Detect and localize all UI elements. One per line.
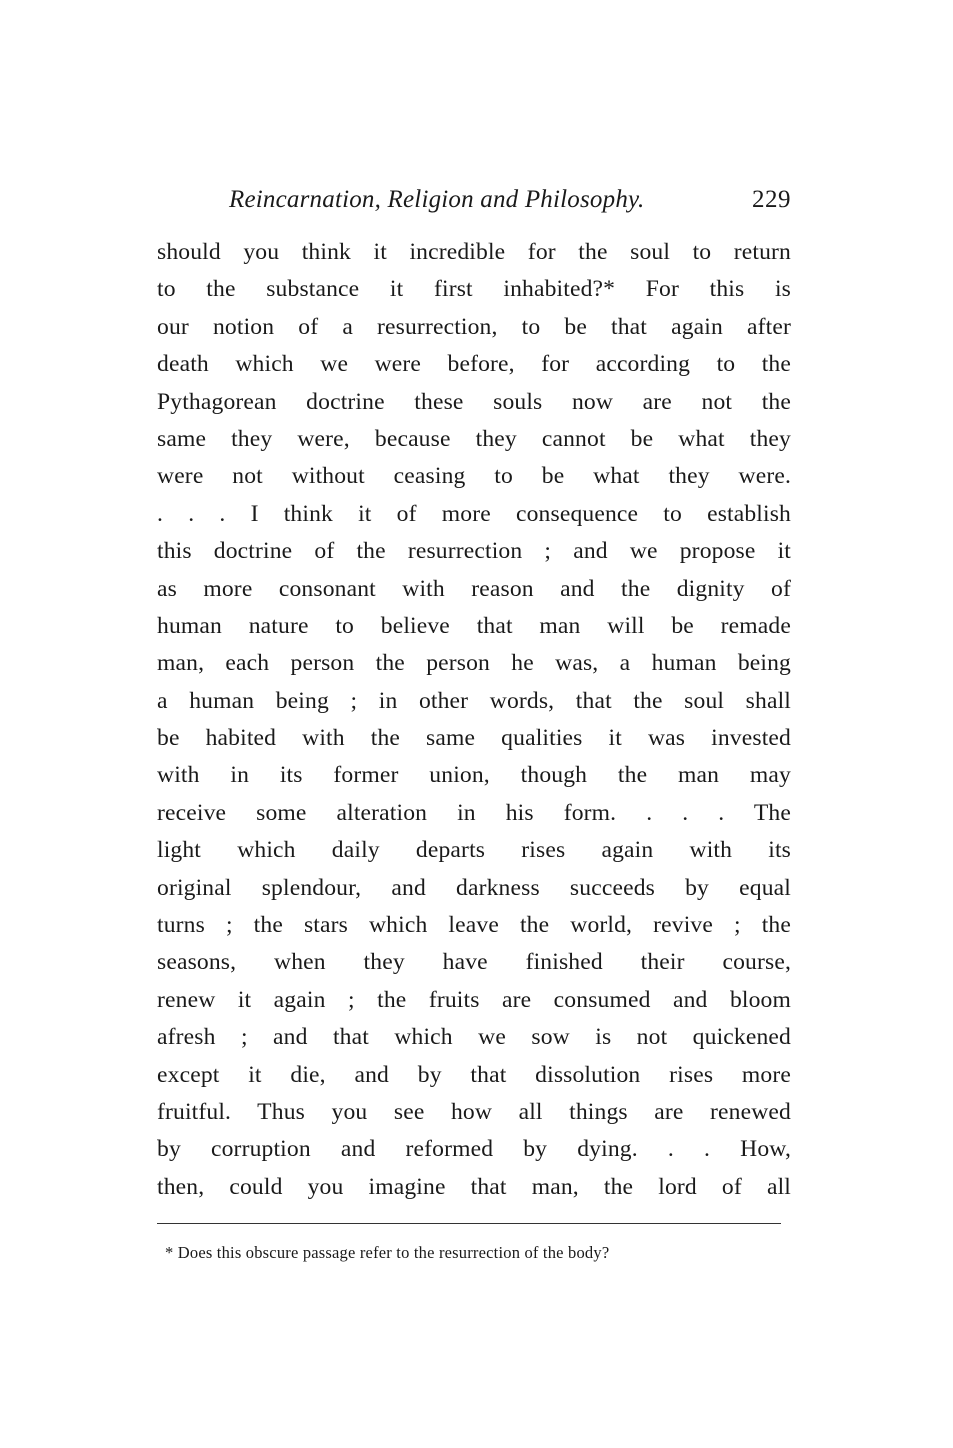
text-line: fruitful. Thus you see how all things are renewed: [157, 1098, 791, 1125]
text-line: should you think it incredible for the soul to return: [157, 239, 791, 265]
text-line: death which we were before, for according to the: [157, 351, 791, 378]
text-line: turns ; the stars which leave the world, revive ; the: [157, 912, 791, 939]
text-line: to the substance it first inhabited?* For this is: [157, 276, 791, 303]
text-line: a human being ; in other words, that the soul shall: [157, 687, 791, 714]
running-head: [157, 186, 791, 224]
text-line: afresh ; and that which we sow is not quickened: [157, 1024, 791, 1051]
text-line: light which daily departs rises again with its: [157, 837, 791, 864]
footnote-divider: [157, 1223, 781, 1224]
text-line: as more consonant with reason and the dignity of: [157, 575, 791, 602]
footnote: * Does this obscure passage refer to the resurrection of the body?: [165, 1243, 610, 1263]
text-line: with in its former union, though the man may: [157, 762, 791, 789]
book-page: [157, 186, 791, 1263]
text-line: then, could you imagine that man, the lord of all: [157, 1173, 791, 1200]
text-line: . . . I think it of more consequence to establish: [157, 500, 791, 527]
text-line: original splendour, and darkness succeeds by equal: [157, 874, 791, 901]
text-line: by corruption and reformed by dying. . . How,: [157, 1136, 791, 1163]
text-line: except it die, and by that dissolution rises more: [157, 1061, 791, 1088]
text-line: human nature to believe that man will be remade: [157, 612, 791, 639]
text-line: this doctrine of the resurrection ; and we propose it: [157, 538, 791, 565]
body-text: [157, 234, 791, 1206]
text-line: be habited with the same qualities it was invested: [157, 725, 791, 752]
text-line: seasons, when they have finished their course,: [157, 949, 791, 976]
page-number: 229: [752, 186, 791, 213]
text-line: same they were, because they cannot be what they: [157, 425, 791, 452]
text-line: receive some alteration in his form. . . . The: [157, 799, 791, 826]
text-line: Pythagorean doctrine these souls now are not the: [157, 388, 791, 415]
text-line: man, each person the person he was, a human being: [157, 650, 791, 677]
text-line: renew it again ; the fruits are consumed and bloom: [157, 986, 791, 1013]
running-title: Reincarnation, Religion and Philosophy.: [229, 186, 645, 213]
text-line: were not without ceasing to be what they were.: [157, 463, 791, 490]
text-line: our notion of a resurrection, to be that again after: [157, 313, 791, 340]
